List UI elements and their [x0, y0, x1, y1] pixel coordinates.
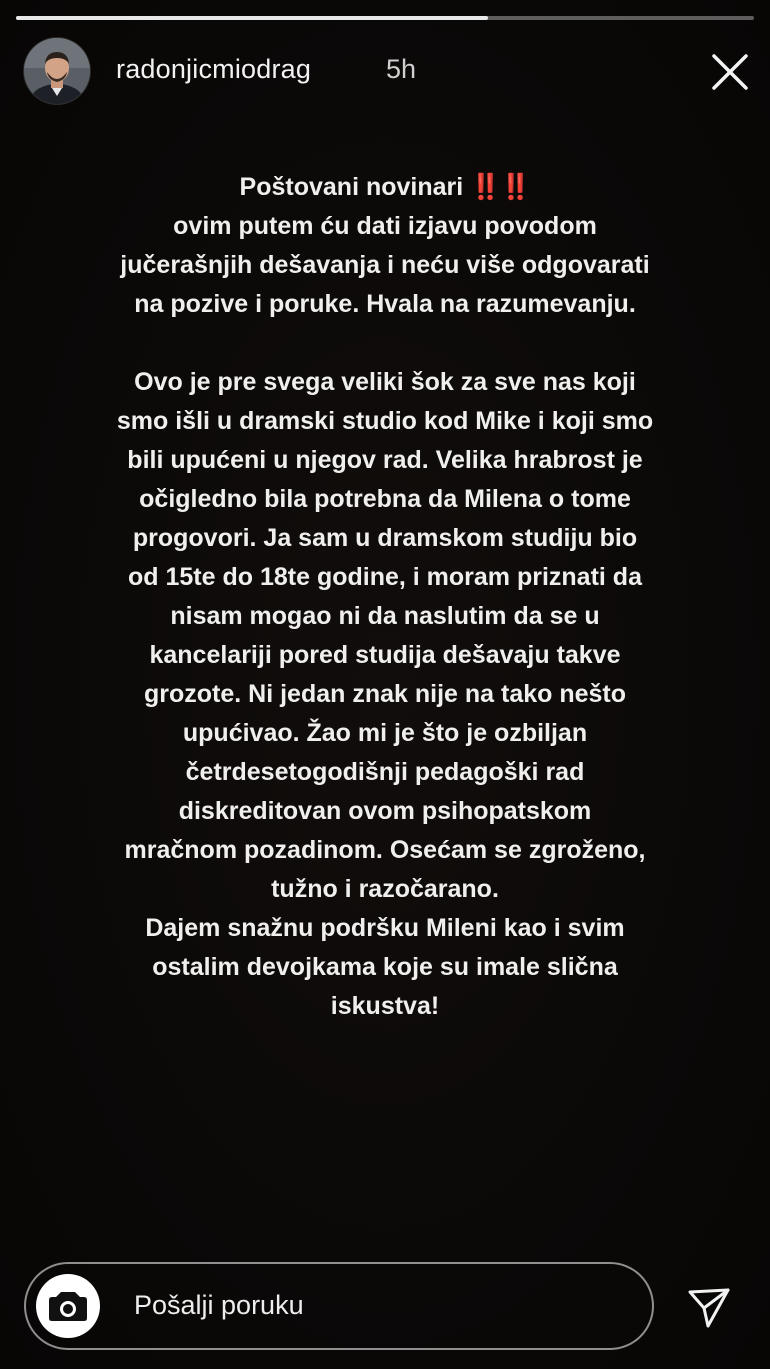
story-line: kancelariji pored studija dešavaju takve: [149, 641, 621, 669]
story-line: Ovo je pre svega veliki šok za sve nas koji: [134, 368, 636, 396]
story-line: upućivao. Žao mi je što je ozbiljan: [182, 719, 588, 747]
story-line: četrdesetogodišnji pedagoški rad: [185, 758, 585, 786]
double-exclamation-emoji: ‼️‼️: [470, 173, 531, 201]
story-line: nisam mogao ni da naslutim da se u: [170, 602, 600, 630]
close-button[interactable]: [708, 50, 752, 94]
post-time: 5h: [386, 54, 417, 84]
story-text-block: [70, 168, 700, 1026]
story-header: [24, 38, 754, 104]
username[interactable]: radonjicmiodrag: [116, 54, 312, 84]
camera-icon: [36, 1274, 100, 1338]
paragraph-spacer: [70, 324, 700, 363]
story-line: Dajem snažnu podršku Mileni kao i svim: [145, 914, 625, 942]
send-icon: [684, 1282, 734, 1332]
message-input[interactable]: [24, 1262, 654, 1350]
camera-button[interactable]: [36, 1274, 100, 1338]
story-line: grozote. Ni jedan znak nije na tako nešto: [143, 680, 627, 708]
greeting-text: Poštovani novinari: [239, 173, 464, 201]
story-line: smo išli u dramski studio kod Mike i koji smo: [116, 407, 654, 435]
send-button[interactable]: [684, 1282, 734, 1332]
story-body: [70, 207, 700, 1026]
story-line: očigledno bila potrebna da Milena o tome: [139, 485, 631, 513]
story-line: diskreditovan ovom psihopatskom: [178, 797, 592, 825]
story-line: progovori. Ja sam u dramskom studiju bio: [132, 524, 638, 552]
story-line: ostalim devojkama koje su imale slična: [152, 953, 618, 981]
story-line: ovim putem ću dati izjavu povodom: [173, 212, 597, 240]
story-line: iskustva!: [330, 992, 440, 1020]
story-line: na pozive i poruke. Hvala na razumevanju.: [134, 290, 636, 318]
avatar[interactable]: [24, 38, 90, 104]
close-icon: [708, 50, 752, 94]
story-greeting-line: [70, 168, 700, 207]
avatar-image: [24, 38, 90, 104]
message-placeholder: Pošalji poruku: [134, 1290, 304, 1320]
story-line: jučerašnjih dešavanja i neću više odgovarati: [120, 251, 650, 279]
story-line: bili upućeni u njegov rad. Velika hrabrost je: [127, 446, 643, 474]
story-footer: [24, 1262, 754, 1354]
story-line: mračnom pozadinom. Osećam se zgroženo,: [124, 836, 646, 864]
story-progress-fill: [16, 16, 488, 20]
story-line: od 15te do 18te godine, i moram priznati da: [128, 563, 642, 591]
story-line: tužno i razočarano.: [271, 875, 499, 903]
story-progress-bar: [16, 16, 754, 20]
